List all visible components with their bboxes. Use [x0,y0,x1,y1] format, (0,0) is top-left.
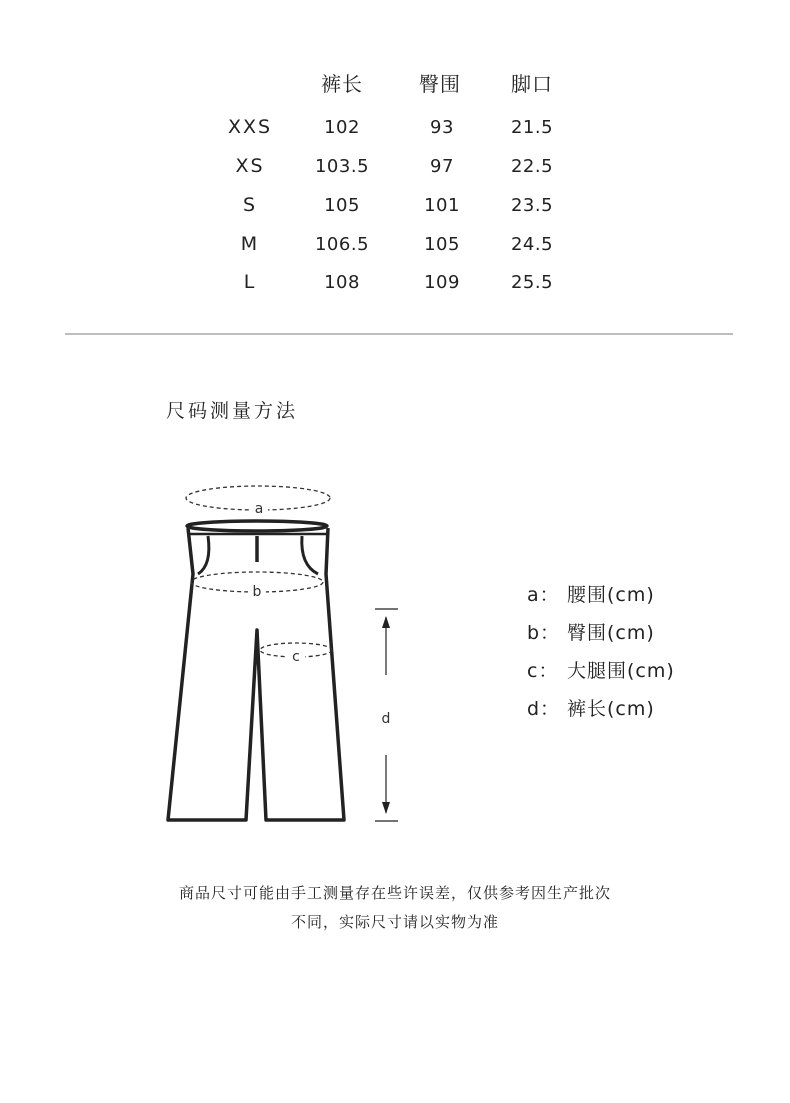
table-cell: 105 [424,234,460,255]
waistband [187,521,327,531]
size-label: L [243,271,257,293]
table-cell: 24.5 [510,234,554,255]
table-cell: 97 [430,156,454,177]
header-hem: 脚口 [511,72,553,96]
legend-text: 腰围(cm) [567,584,655,606]
table-cell: 101 [424,195,460,216]
legend-key: c： [527,660,559,682]
size-label: XS [235,155,265,177]
pants-diagram [150,470,420,840]
measurement-method-title: 尺码测量方法 [166,400,299,422]
pants-illustration [150,470,420,840]
size-label: XXS [227,116,273,138]
disclaimer-line-1: 商品尺寸可能由手工测量存在些许误差，仅供参考因生产批次 [178,884,611,902]
size-label: S [242,194,258,216]
label-b: b [252,584,262,600]
label-c: c [292,649,300,665]
size-label: M [240,233,260,255]
table-cell: 22.5 [510,156,554,177]
legend-text: 大腿围(cm) [567,660,675,682]
table-cell: 109 [424,272,460,293]
table-cell: 93 [430,117,454,138]
table-cell: 21.5 [510,117,554,138]
legend-item-a [527,580,655,607]
table-cell: 103.5 [314,156,370,177]
header-length: 裤长 [321,72,363,96]
left-pocket [198,536,209,574]
legend-key: a： [527,584,560,606]
header-hip: 臀围 [419,72,461,96]
disclaimer-line-2: 不同，实际尺寸请以实物为准 [290,913,499,931]
table-cell: 106.5 [314,234,370,255]
label-d: d [381,711,391,727]
legend-item-c [527,656,675,683]
legend-key: d： [527,698,561,720]
legend-item-d [527,694,655,721]
length-arrow-down-head [382,802,390,814]
right-pocket [302,536,318,574]
legend-key: b： [527,622,561,644]
table-cell: 102 [324,117,360,138]
table-cell: 25.5 [510,272,554,293]
table-cell: 105 [324,195,360,216]
section-divider [65,333,733,335]
table-cell: 23.5 [510,195,554,216]
size-table [0,0,790,320]
legend-text: 臀围(cm) [567,622,655,644]
label-a: a [254,501,264,517]
legend-text: 裤长(cm) [567,698,655,720]
table-cell: 108 [324,272,360,293]
legend-item-b [527,618,655,645]
length-arrow-up-head [382,616,390,628]
